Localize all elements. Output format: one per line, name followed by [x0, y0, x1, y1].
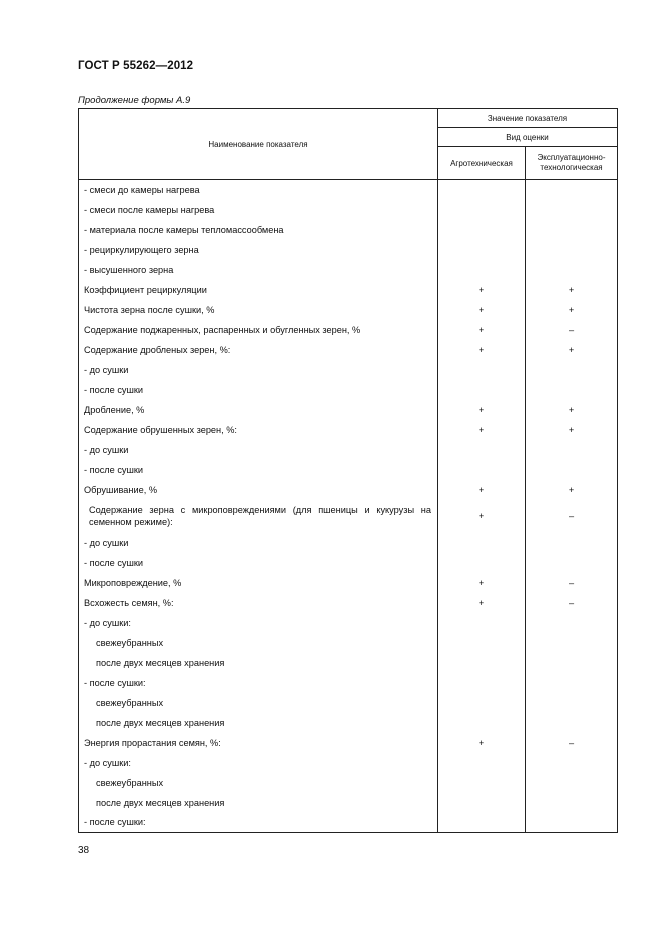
agrotechnical-value-cell: + — [438, 500, 526, 533]
table-row — [79, 440, 618, 460]
table-row — [79, 300, 618, 320]
table-row — [79, 553, 618, 573]
agrotechnical-value-cell: + — [438, 280, 526, 300]
table-row — [79, 320, 618, 340]
indicator-name-cell: - до сушки — [79, 440, 438, 460]
agrotechnical-value-cell — [438, 633, 526, 653]
operational-value-cell: – — [526, 573, 618, 593]
agrotechnical-value-cell — [438, 753, 526, 773]
agrotechnical-value-cell — [438, 613, 526, 633]
indicator-name-cell: Обрушивание, % — [79, 480, 438, 500]
table-body — [79, 180, 618, 833]
operational-value-cell — [526, 460, 618, 480]
agrotechnical-value-cell — [438, 693, 526, 713]
agrotechnical-value-cell — [438, 200, 526, 220]
document-code: ГОСТ Р 55262—2012 — [78, 60, 194, 72]
agrotechnical-value-cell: + — [438, 480, 526, 500]
operational-value-cell: + — [526, 300, 618, 320]
operational-value-cell — [526, 813, 618, 833]
table-row — [79, 400, 618, 420]
indicator-name-cell: свежеубранных — [79, 693, 438, 713]
indicator-name-cell: - после сушки — [79, 380, 438, 400]
agrotechnical-value-cell — [438, 713, 526, 733]
agrotechnical-value-cell: + — [438, 573, 526, 593]
agrotechnical-value-cell: + — [438, 300, 526, 320]
indicator-name-cell: после двух месяцев хранения — [79, 653, 438, 673]
indicator-name-cell: - после сушки: — [79, 813, 438, 833]
indicator-name-cell: свежеубранных — [79, 633, 438, 653]
table-row — [79, 360, 618, 380]
header-indicator-value: Значение показателя — [438, 109, 618, 128]
indicator-name-cell: Энергия прорастания семян, %: — [79, 733, 438, 753]
agrotechnical-value-cell — [438, 793, 526, 813]
table-row — [79, 573, 618, 593]
operational-value-cell — [526, 200, 618, 220]
indicator-name-cell: - после сушки: — [79, 673, 438, 693]
operational-value-cell: – — [526, 733, 618, 753]
agrotechnical-value-cell: + — [438, 340, 526, 360]
agrotechnical-value-cell: + — [438, 593, 526, 613]
operational-value-cell — [526, 673, 618, 693]
table-row — [79, 340, 618, 360]
agrotechnical-value-cell — [438, 533, 526, 553]
table-row — [79, 813, 618, 833]
operational-value-cell — [526, 360, 618, 380]
form-caption: Продолжение формы А.9 — [78, 95, 191, 106]
indicator-name-cell: - до сушки: — [79, 613, 438, 633]
operational-value-cell — [526, 653, 618, 673]
table-row — [79, 500, 618, 533]
operational-value-cell: + — [526, 420, 618, 440]
table-row — [79, 180, 618, 200]
table-row — [79, 653, 618, 673]
table-row — [79, 460, 618, 480]
agrotechnical-value-cell: + — [438, 420, 526, 440]
indicator-name-cell: - после сушки — [79, 460, 438, 480]
operational-value-cell: – — [526, 500, 618, 533]
agrotechnical-value-cell — [438, 220, 526, 240]
indicator-name-cell: - материала после камеры тепломассообмена — [79, 220, 438, 240]
agrotechnical-value-cell — [438, 260, 526, 280]
table-row — [79, 753, 618, 773]
table-row — [79, 420, 618, 440]
header-col2-line1: Эксплуатационно- — [537, 153, 606, 162]
operational-value-cell: + — [526, 400, 618, 420]
agrotechnical-value-cell — [438, 380, 526, 400]
indicator-name-cell: Чистота зерна после сушки, % — [79, 300, 438, 320]
table-row — [79, 773, 618, 793]
operational-value-cell — [526, 693, 618, 713]
operational-value-cell — [526, 180, 618, 200]
indicator-name-cell: - до сушки — [79, 533, 438, 553]
operational-value-cell: – — [526, 320, 618, 340]
indicator-name-cell: Коэффициент рециркуляции — [79, 280, 438, 300]
indicator-name-cell: - после сушки — [79, 553, 438, 573]
indicator-name-cell: - смеси после камеры нагрева — [79, 200, 438, 220]
table-row — [79, 200, 618, 220]
agrotechnical-value-cell — [438, 653, 526, 673]
agrotechnical-value-cell: + — [438, 400, 526, 420]
indicator-name-cell: Содержание обрушенных зерен, %: — [79, 420, 438, 440]
indicator-name-cell: - рециркулирующего зерна — [79, 240, 438, 260]
header-operational-technological — [526, 147, 618, 180]
agrotechnical-value-cell — [438, 360, 526, 380]
indicator-name-cell: Содержание поджаренных, распаренных и обугленных зерен, % — [79, 320, 438, 340]
indicator-name-cell: Содержание дробленых зерен, %: — [79, 340, 438, 360]
agrotechnical-value-cell: + — [438, 320, 526, 340]
header-assessment-type: Вид оценки — [438, 128, 618, 147]
indicators-table — [78, 108, 618, 833]
table-row — [79, 533, 618, 553]
indicator-name-cell: - смеси до камеры нагрева — [79, 180, 438, 200]
indicator-name-cell: после двух месяцев хранения — [79, 793, 438, 813]
operational-value-cell: + — [526, 280, 618, 300]
indicator-name-cell: - до сушки: — [79, 753, 438, 773]
operational-value-cell — [526, 613, 618, 633]
operational-value-cell — [526, 533, 618, 553]
operational-value-cell: + — [526, 480, 618, 500]
agrotechnical-value-cell — [438, 673, 526, 693]
table-row — [79, 480, 618, 500]
header-agrotechnical: Агротехническая — [438, 147, 526, 180]
table-row — [79, 593, 618, 613]
agrotechnical-value-cell — [438, 553, 526, 573]
agrotechnical-value-cell — [438, 773, 526, 793]
table-row — [79, 380, 618, 400]
operational-value-cell — [526, 220, 618, 240]
table-row — [79, 713, 618, 733]
operational-value-cell — [526, 240, 618, 260]
table-row — [79, 673, 618, 693]
operational-value-cell — [526, 260, 618, 280]
operational-value-cell — [526, 440, 618, 460]
header-indicator-name: Наименование показателя — [79, 109, 438, 180]
indicator-name-cell: Дробление, % — [79, 400, 438, 420]
indicator-name-cell: Микроповреждение, % — [79, 573, 438, 593]
indicator-name-cell: свежеубранных — [79, 773, 438, 793]
indicator-name-cell: - высушенного зерна — [79, 260, 438, 280]
operational-value-cell: + — [526, 340, 618, 360]
operational-value-cell — [526, 713, 618, 733]
operational-value-cell — [526, 553, 618, 573]
agrotechnical-value-cell — [438, 460, 526, 480]
page-number: 38 — [78, 845, 90, 856]
table-row — [79, 633, 618, 653]
table-row — [79, 220, 618, 240]
agrotechnical-value-cell — [438, 813, 526, 833]
table-row — [79, 260, 618, 280]
operational-value-cell — [526, 633, 618, 653]
indicator-name-cell: после двух месяцев хранения — [79, 713, 438, 733]
table-row — [79, 793, 618, 813]
table-row — [79, 280, 618, 300]
agrotechnical-value-cell — [438, 440, 526, 460]
header-col2-line2: технологическая — [540, 163, 603, 172]
table-row — [79, 613, 618, 633]
operational-value-cell — [526, 793, 618, 813]
operational-value-cell: – — [526, 593, 618, 613]
table-row — [79, 733, 618, 753]
agrotechnical-value-cell: + — [438, 733, 526, 753]
indicator-name-cell: Содержание зерна с микроповреждениями (для пшеницы и кукурузы на семенном режиме): — [79, 500, 438, 533]
agrotechnical-value-cell — [438, 240, 526, 260]
table-row — [79, 240, 618, 260]
operational-value-cell — [526, 380, 618, 400]
operational-value-cell — [526, 773, 618, 793]
agrotechnical-value-cell — [438, 180, 526, 200]
indicator-name-cell: - до сушки — [79, 360, 438, 380]
indicator-name-cell: Всхожесть семян, %: — [79, 593, 438, 613]
table-row — [79, 693, 618, 713]
operational-value-cell — [526, 753, 618, 773]
